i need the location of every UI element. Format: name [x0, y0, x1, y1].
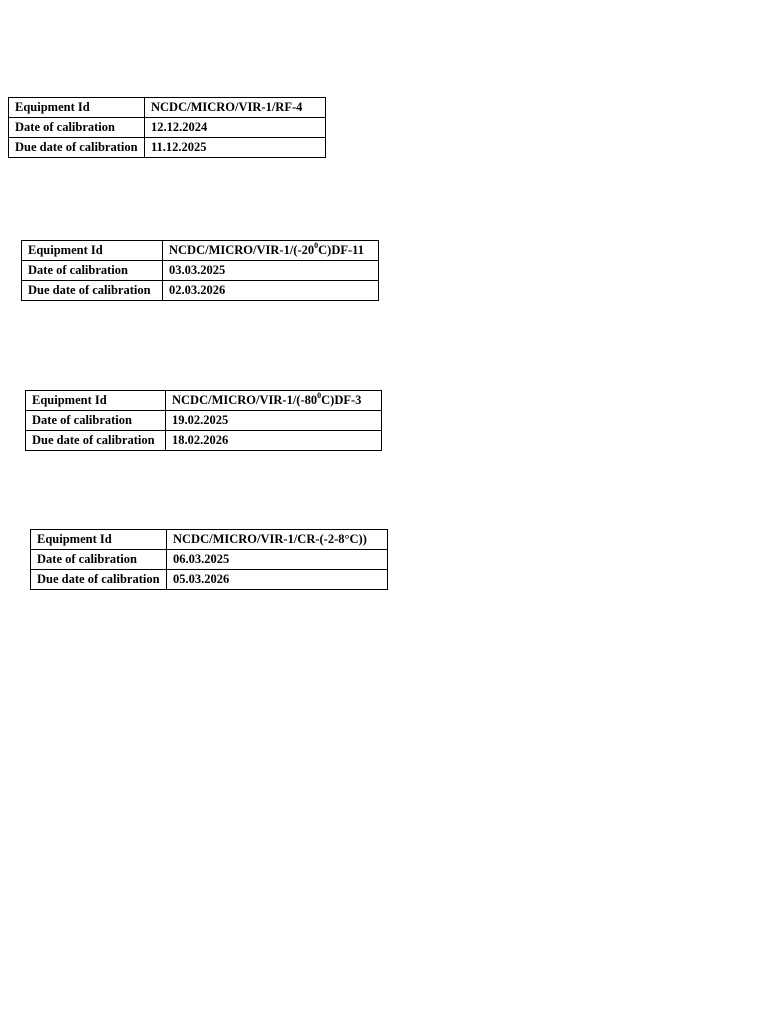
- equipment-id-label: Equipment Id: [31, 530, 167, 550]
- due-date-label: Due date of calibration: [22, 281, 163, 301]
- equipment-id-value: NCDC/MICRO/VIR-1/CR-(-2-8°C)): [167, 530, 388, 550]
- equipment-id-suffix: C)DF-3: [321, 393, 362, 407]
- equipment-id-value: NCDC/MICRO/VIR-1/RF-4: [145, 98, 326, 118]
- equipment-id-label: Equipment Id: [22, 241, 163, 261]
- table-row: [9, 138, 326, 158]
- equipment-id-label: Equipment Id: [26, 391, 166, 411]
- equipment-id-prefix: NCDC/MICRO/VIR-1/(-80: [172, 393, 318, 407]
- table-row: [9, 118, 326, 138]
- table-row: [26, 411, 382, 431]
- calibration-date-label: Date of calibration: [9, 118, 145, 138]
- table-row: [22, 261, 379, 281]
- calibration-date-value: 19.02.2025: [166, 411, 382, 431]
- due-date-value: 05.03.2026: [167, 570, 388, 590]
- calibration-date-value: 03.03.2025: [163, 261, 379, 281]
- due-date-value: 18.02.2026: [166, 431, 382, 451]
- degree-superscript: 0: [314, 240, 319, 250]
- equipment-id-prefix: NCDC/MICRO/VIR-1/(-20: [169, 243, 315, 257]
- due-date-value: 02.03.2026: [163, 281, 379, 301]
- calibration-date-value: 06.03.2025: [167, 550, 388, 570]
- table-row: [9, 98, 326, 118]
- calibration-date-label: Date of calibration: [31, 550, 167, 570]
- table-row: [22, 241, 379, 261]
- calibration-date-label: Date of calibration: [22, 261, 163, 281]
- calibration-date-value: 12.12.2024: [145, 118, 326, 138]
- due-date-label: Due date of calibration: [31, 570, 167, 590]
- calibration-table-df-11: [21, 240, 379, 301]
- calibration-table-cr: [30, 529, 388, 590]
- table-row: [26, 391, 382, 411]
- due-date-label: Due date of calibration: [26, 431, 166, 451]
- equipment-id-label: Equipment Id: [9, 98, 145, 118]
- calibration-table-rf-4: [8, 97, 326, 158]
- due-date-label: Due date of calibration: [9, 138, 145, 158]
- table-row: [31, 550, 388, 570]
- table-row: [26, 431, 382, 451]
- equipment-id-suffix: C)DF-11: [318, 243, 364, 257]
- equipment-id-value: [166, 391, 382, 411]
- table-row: [31, 570, 388, 590]
- equipment-id-value: [163, 241, 379, 261]
- calibration-date-label: Date of calibration: [26, 411, 166, 431]
- table-row: [31, 530, 388, 550]
- table-row: [22, 281, 379, 301]
- calibration-table-df-3: [25, 390, 382, 451]
- due-date-value: 11.12.2025: [145, 138, 326, 158]
- degree-superscript: 0: [317, 390, 322, 400]
